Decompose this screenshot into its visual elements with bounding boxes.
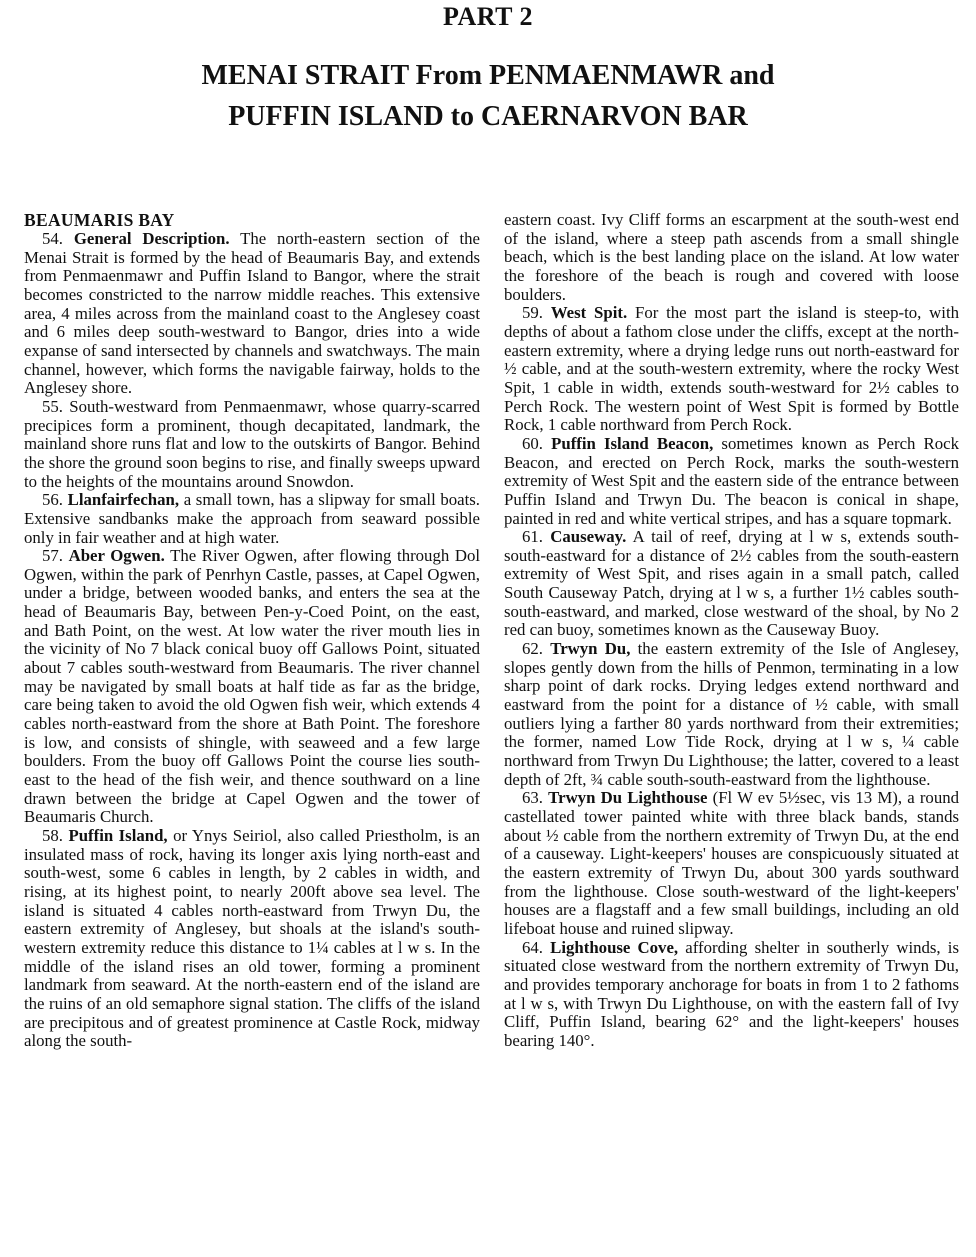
paragraph-text: A tail of reef, drying at l w s, extends south-south-eastward for a distance of 2½ cables from the south-eastern extremity of West Spit, and rises again in a small patch, called South Causeway Patch, drying at l w s, a further 1½ cables south-south-eastward, and marked, close westward of the shoal, by No 2 red can buoy, sometimes known as the Causeway Buoy. xyxy=(504,527,959,640)
paragraph-56 xyxy=(24,491,480,547)
paragraph-heading: Puffin Island, xyxy=(68,826,168,845)
paragraph-text: a small town, has a slipway for small boats. Extensive sandbanks make the approach from seaward possible only in fair weather and at high water. xyxy=(24,490,480,547)
paragraph-text: The north-eastern section of the Menai Strait is formed by the head of Beaumaris Bay, and extends from Penmaenmawr and Puffin Island to Bangor, where the strait becomes constricted to the narrow middle reaches. This extensive area, 4 miles across from the mainland coast to the Anglesey coast and 6 miles deep south-westward to Bangor, dries into a wide expanse of sand intersected by channels and swatchways. The main channel, however, which forms the navigable fairway, holds to the Anglesey shore. xyxy=(24,229,480,398)
paragraph-57 xyxy=(24,547,480,827)
paragraph-heading: Llanfairfechan, xyxy=(67,490,180,510)
paragraph-59 xyxy=(504,304,959,435)
paragraph-heading: Trwyn Du, xyxy=(550,639,631,659)
title-line-2: PUFFIN ISLAND to CAERNARVON BAR xyxy=(228,101,748,132)
page-title xyxy=(0,55,976,137)
paragraph-64 xyxy=(504,939,959,1051)
paragraph-text: (Fl W ev 5½sec, vis 13 M), a round castellated tower painted white with three black bands, stands about ½ cable from the northern extremity of Trwyn Du, at the end of a causeway. Light-keepers' houses are conspicuously situated at the eastern extremity of Trwyn Du, about 300 yards southward from the lighthouse. Close south-westward of the light-keepers' houses are a flagstaff and a few small buildings, including an old lifeboat house and ruined slipway. xyxy=(504,788,959,938)
paragraph-heading: Causeway. xyxy=(550,527,627,547)
paragraph-heading: Lighthouse Cove, xyxy=(550,937,679,957)
paragraph-text: For the most part the island is steep-to, with depths of about a fathom close under the cliffs, except at the north-eastern extremity, where a drying ledge runs out north-eastward for ½ cable, and at the south-western extremity, where the rocky West Spit, 1 cable in width, extends south-westward for 2½ cables to Perch Rock. The western point of West Spit is formed by Bottle Rock, 1 cable northward from Perch Rock. xyxy=(504,303,959,435)
paragraph-58 xyxy=(24,827,480,1051)
paragraph-number: 56. xyxy=(42,490,63,510)
paragraph-63 xyxy=(504,789,959,938)
paragraph-heading: Trwyn Du Lighthouse xyxy=(548,788,708,808)
paragraph-text: or Ynys Seiriol, also called Priestholm, is an insulated mass of rock, having its longer axis lying north-east and south-west, some 6 cables in length, by 2 cables in width, and rising, at its highest point, to nearly 200ft above sea level. The island is situated 4 cables north-eastward from Trwyn Du, the eastern extremity of Anglesey, but shoals at the island's south-western extremity reduce this distance to 1¼ cables at l w s. In the middle of the island rises an old tower, forming a prominent landmark from seaward. At the north-eastern end of the island are the ruins of an old semaphore signal station. The cliffs of the island are precipitous and of greatest prominence at Castle Rock, midway along the south- xyxy=(24,826,480,1051)
title-line-1: MENAI STRAIT From PENMAENMAWR and xyxy=(201,60,775,91)
part-heading: PART 2 xyxy=(443,2,533,31)
paragraph-heading: Aber Ogwen. xyxy=(68,546,165,566)
paragraph-number: 64. xyxy=(522,937,543,957)
right-column xyxy=(504,211,959,1051)
paragraph-text: sometimes known as Perch Rock Beacon, and erected on Perch Rock, marks the south-western extremity of West Spit and the eastern side of the entrance between Puffin Island and Trwyn Du. The beacon is conical in shape, painted in red and white vertical stripes, and has a square topmark. xyxy=(504,433,959,528)
paragraph-61 xyxy=(504,528,959,640)
paragraph-text: The River Ogwen, after flowing through Dol Ogwen, within the park of Penrhyn Castle, passes, at Capel Ogwen, under a bridge, between wooded banks, and enters the sea at the head of Beaumaris Bay, between Pen-y-Coed Point, on the east, and Bath Point, on the west. At low water the river mouth lies in the vicinity of No 7 black conical buoy off Gallows Point, situated about 7 cables south-westward from Beaumaris. The river channel may be navigated by small boats at half tide as far as the bridge, care being taken to avoid the old Ogwen fish weir, which extends 4 cables north-eastward from the shore at Bath Point. The foreshore is low, and consists of shingle, with seaweed and a few large boulders. From the buoy off Gallows Point the course lies south-east to the head of the fish weir, and thence southward on a line drawn between the bridge at Capel Ogwen and the tower of Beaumaris Church. xyxy=(24,546,481,827)
paragraph-text: South-westward from Penmaenmawr, whose quarry-scarred precipices form a prominent, though decapitated, landmark, the mainland shore runs flat and low to the outskirts of Bangor. Behind the shore the ground soon begins to rise, and finally sweeps upward to the heights of the mountains around Snowdon. xyxy=(24,396,480,491)
paragraph-55 xyxy=(24,398,480,491)
paragraph-number: 59. xyxy=(522,303,543,323)
paragraph-number: 58. xyxy=(42,826,63,845)
paragraph-number: 60. xyxy=(522,433,543,453)
paragraph-58-continued: eastern coast. Ivy Cliff forms an escarpment at the south-west end of the island, where a steep path ascends from a small shingle beach, which is the best landing place on the island. At low water the foreshore of the beach is rough and covered with loose boulders. xyxy=(504,210,959,304)
paragraph-heading: West Spit. xyxy=(550,303,628,323)
paragraph-heading: General Description. xyxy=(73,229,230,248)
paragraph-number: 62. xyxy=(522,639,543,659)
paragraph-text: affording shelter in southerly winds, is situated close westward from the northern extremity of Trwyn Du, and provides temporary anchorage for boats in from 1 to 2 fathoms at l w s, with Trwyn Du Lighthouse, on with the eastern fall of Ivy Cliff, Puffin Island, bearing 62° and the light-keepers' houses bearing 140°. xyxy=(504,937,959,1050)
paragraph-number: 61. xyxy=(522,527,543,547)
paragraph-54 xyxy=(24,230,480,398)
paragraph-text: the eastern extremity of the Isle of Anglesey, slopes gently down from the hills of Penmon, terminating in a low sharp point of dark rocks. Drying ledges extend northward and eastward from the point for a distance of ½ cable, with small outliers lying a farther 80 yards northward from their extremities; the former, named Low Tide Rock, drying at l w s, ¼ cable northward from Trwyn Du Lighthouse; the latter, covered to a least depth of 2ft, ¾ cable south-south-eastward from the lighthouse. xyxy=(504,639,959,789)
paragraph-number: 57. xyxy=(42,546,63,566)
section-heading: BEAUMARIS BAY xyxy=(24,210,175,230)
paragraph-60 xyxy=(504,435,959,528)
left-column xyxy=(24,210,480,1051)
paragraph-heading: Puffin Island Beacon, xyxy=(551,433,714,453)
paragraph-62 xyxy=(504,640,959,789)
paragraph-number: 63. xyxy=(522,788,543,808)
paragraph-number: 54. xyxy=(42,229,63,248)
paragraph-number: 55. xyxy=(42,396,63,416)
